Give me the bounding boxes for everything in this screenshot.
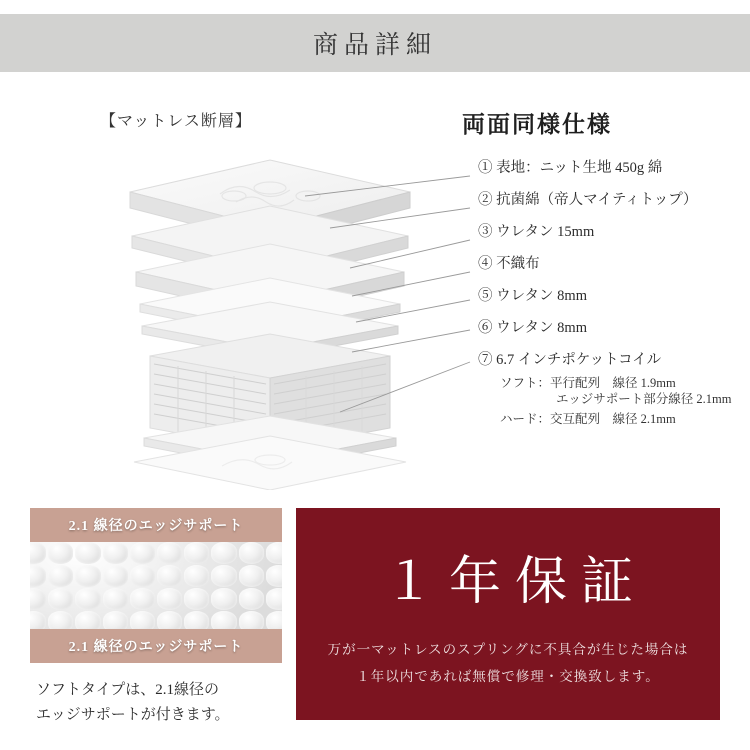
coil-cell [75,588,100,610]
diagram-section-label: 【マットレス断層】 [100,113,252,130]
coil-cell [266,542,282,564]
warranty-title: １年保証 [382,553,647,611]
edge-support-caption-line2: エッジサポートが付きます。 [36,707,230,723]
coil-cell [30,588,46,610]
coil-cell [211,565,236,587]
coil-cell [30,542,46,564]
edge-support-photo [30,508,282,663]
coil-cell [184,542,209,564]
coil-cell [184,588,209,610]
edge-support-caption-line1: ソフトタイプは、2.1線径の [36,682,220,698]
edge-support-band-bottom-text: 2.1 線径のエッジサポート [68,640,244,655]
coil-cell [184,565,209,587]
coil-row [30,542,282,564]
spec-item-6: ⑥ ウレタン 8mm [478,320,587,336]
coil-cell [103,565,128,587]
coil-cell [266,565,282,587]
spec-item-2: ② 抗菌綿（帝人マイティトップ） [478,192,698,208]
spec-sub-2: エッジサポート部分線径 2.1mm [556,392,732,406]
coil-cell [211,588,236,610]
mattress-cutaway-illustration [110,150,430,490]
edge-support-band-bottom [30,629,282,663]
coil-cell [75,565,100,587]
coil-row [30,588,282,610]
coil-cell [30,565,46,587]
spec-heading: 両面同様仕様 [462,112,612,137]
coil-cell [266,588,282,610]
warranty-text-line1: 万が一マットレスのスプリングに不具合が生じた場合は [327,641,689,657]
coil-cell [157,588,182,610]
edge-support-caption [36,678,286,728]
coil-cell [239,588,264,610]
edge-support-band-top-text: 2.1 線径のエッジサポート [68,519,244,534]
warranty-text-line2: １年以内であれば無償で修理・交換致します。 [356,668,660,684]
page-title: 商品詳細 [312,32,437,59]
warranty-panel [296,508,720,720]
spec-item-5: ⑤ ウレタン 8mm [478,288,587,304]
spec-item-3: ③ ウレタン 15mm [478,224,595,240]
coil-row [30,565,282,587]
edge-support-band-top [30,508,282,542]
coil-cell [130,542,155,564]
coil-cell [211,542,236,564]
coil-cell [157,542,182,564]
mattress-layers-svg [110,150,430,490]
spec-item-7: ⑦ 6.7 インチポケットコイル [478,352,662,368]
coil-cell [157,565,182,587]
spec-item-1: ① 表地：ニット生地 450g 綿 [478,160,663,176]
coil-cell [75,542,100,564]
coil-cell [48,565,73,587]
spec-list [478,160,748,427]
coil-cell [48,588,73,610]
coil-cell [48,542,73,564]
coil-cell [103,542,128,564]
coil-cell [239,565,264,587]
spec-sub-3: ハード：交互配列 線径 2.1mm [500,412,676,426]
coil-cell [239,542,264,564]
spec-item-4: ④ 不織布 [478,256,540,272]
coil-cell [130,588,155,610]
header-bar [0,14,750,72]
spec-sub-1: ソフト：平行配列 線径 1.9mm [500,376,676,390]
coil-cell [103,588,128,610]
coil-cell [130,565,155,587]
